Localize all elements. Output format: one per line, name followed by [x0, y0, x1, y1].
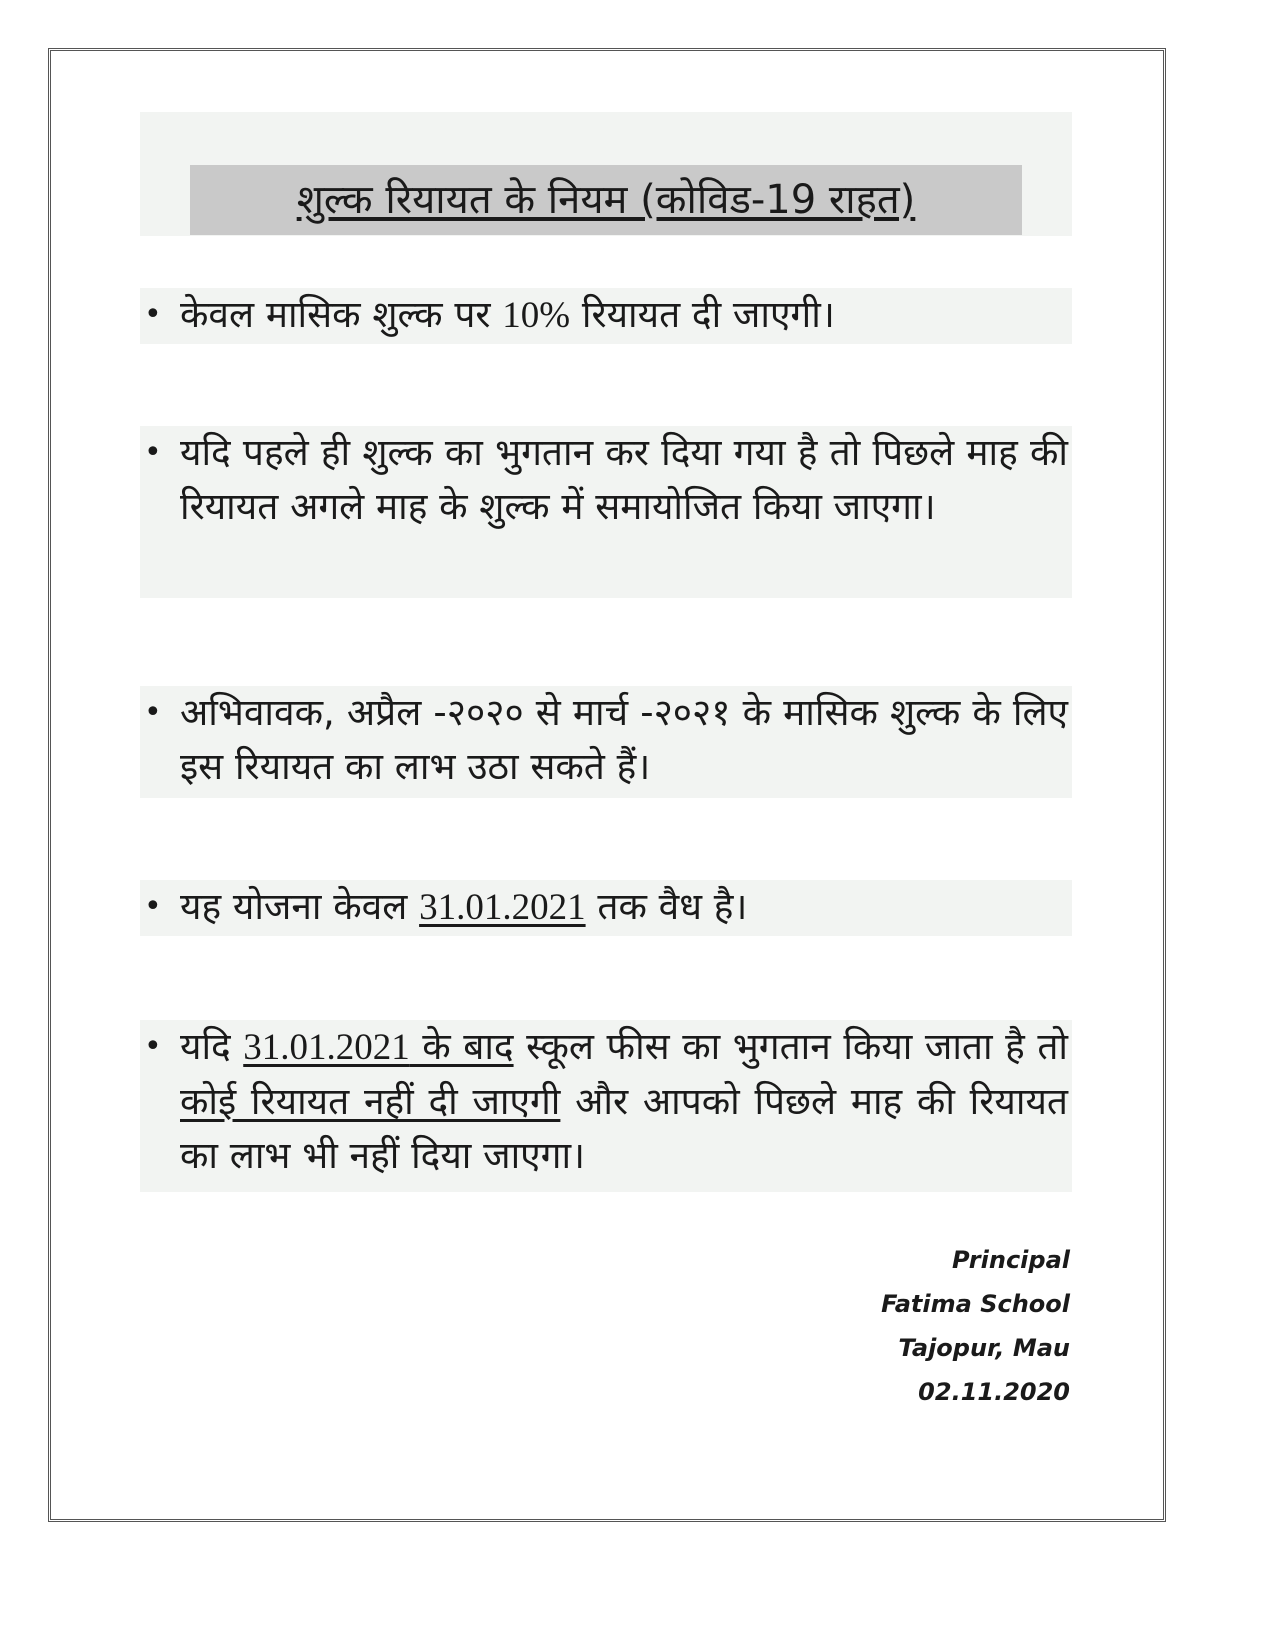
rule-text-3: अभिवावक, अप्रैल -२०२० से मार्च -२०२१ के मासिक शुल्क के लिए इस रियायत का लाभ उठा सकते हैं। [180, 691, 1068, 788]
rule-text-4: यह योजना केवल 31.01.2021 तक वैध है। [180, 885, 748, 928]
deadline-date: 31.01.2021 [243, 1027, 410, 1068]
rule-item-2 [140, 426, 1072, 598]
rule-item-1 [140, 288, 1072, 344]
validity-date: 31.01.2021 [419, 887, 586, 928]
bullet-icon: • [144, 889, 162, 924]
bullet-icon: • [144, 695, 162, 730]
bullet-icon: • [144, 435, 162, 470]
rule-text-5: यदि 31.01.2021 के बाद स्कूल फीस का भुगतान किया जाता है तो कोई रियायत नहीं दी जाएगी और आपको पिछले माह की रियायत का लाभ भी नहीं दिया जाएगा। [180, 1025, 1068, 1177]
notice-title: शुल्क रियायत के नियम (कोविड-19 राहत) [190, 165, 1022, 235]
signature-location: Tajopur, Mau [898, 1334, 1070, 1362]
bullet-icon: • [144, 297, 162, 332]
rule-text-1: केवल मासिक शुल्क पर 10% रियायत दी जाएगी। [180, 293, 835, 336]
signature-block [881, 1238, 1070, 1414]
rule-text-2: यदि पहले ही शुल्क का भुगतान कर दिया गया है तो पिछले माह की रियायत अगले माह के शुल्क में समायोजित किया जाएगा। [180, 431, 1068, 528]
signature-date: 02.11.2020 [918, 1378, 1070, 1406]
rule-item-3 [140, 686, 1072, 798]
no-discount-phrase: कोई रियायत नहीं दी जाएगी [180, 1080, 561, 1123]
signature-school: Fatima School [881, 1290, 1070, 1318]
signature-designation: Principal [951, 1246, 1070, 1274]
rule-item-5 [140, 1020, 1072, 1192]
bullet-icon: • [144, 1029, 162, 1064]
rule-item-4 [140, 880, 1072, 936]
